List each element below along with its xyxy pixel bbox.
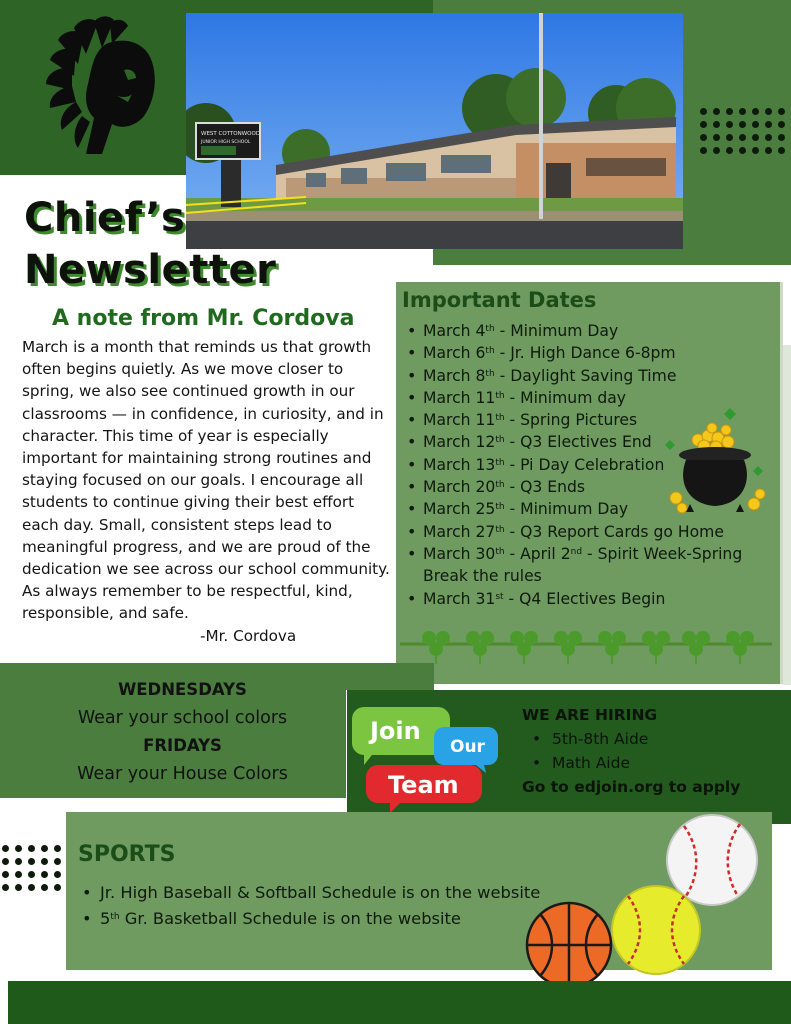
date-sup: th: [485, 346, 495, 357]
date-text: - Q4 Electives Begin: [503, 589, 666, 608]
date-item: [406, 521, 786, 543]
spirit-days-text: [0, 676, 365, 788]
date-text: - Minimum Day: [504, 500, 629, 519]
date-sup: th: [485, 324, 495, 334]
basketball-icon: [524, 900, 614, 990]
date-month: March 27: [423, 522, 496, 541]
important-dates-title: Important Dates: [402, 288, 597, 312]
sports-item2-post: Gr. Basketball Schedule is on the website: [119, 909, 461, 928]
date-text: - Jr. High Dance 6-8pm: [494, 344, 676, 363]
date-item: [406, 543, 786, 588]
sign-line1: WEST COTTONWOOD: [201, 131, 261, 137]
sports-list: [80, 880, 540, 932]
date-month: March 20: [423, 478, 496, 497]
fridays-label: FRIDAYS: [143, 736, 222, 755]
date-text: - Pi Day Celebration: [504, 455, 665, 474]
letter-signature: -Mr. Cordova: [200, 627, 297, 645]
date-sup: th: [495, 502, 505, 513]
date-sup2: nd: [570, 546, 583, 557]
date-month: March 31: [423, 589, 496, 608]
our-word: Our: [450, 737, 485, 757]
date-month: March 12: [423, 433, 496, 452]
date-month: March 13: [423, 455, 496, 474]
chief-mascot-logo: [28, 14, 168, 162]
sports-item2-pre: 5: [100, 909, 111, 928]
date-item: [406, 588, 786, 610]
date-sup: th: [495, 546, 505, 557]
date-text: - April 2: [504, 544, 571, 563]
date-sup: st: [495, 591, 504, 602]
date-sup: th: [495, 435, 505, 446]
date-month: March 30: [423, 544, 496, 563]
date-sup: th: [495, 480, 505, 491]
date-month: March 25: [423, 500, 496, 519]
wednesdays-text: Wear your school colors: [77, 708, 288, 728]
wednesdays-label: WEDNESDAYS: [118, 680, 247, 699]
date-sup: th: [495, 457, 505, 468]
sports-item2-sup: th: [110, 912, 120, 922]
date-text: - Q3 Ends: [504, 478, 586, 497]
date-text: - Minimum day: [504, 388, 627, 407]
position-item: • Math Aide: [522, 751, 740, 775]
decorative-dots-left: [2, 845, 61, 891]
newsletter-title: [24, 192, 276, 296]
principal-letter: March is a month that reminds us that growth often begins quietly. As we move closer to spring, we also see continued growth in our classrooms — in confidence, in curiosity, and in character. This time of year is especially important for maintaining strong routines and staying focused on our goals. I encourage all students to continue giving their best effort each day. Small, consistent steps lead to meaningful progress, and we are proud of the dedication we see across our school community. As always remember to be respectful, kind, responsible, and safe.: [22, 338, 390, 623]
date-text: - Minimum Day: [494, 322, 619, 340]
pot-of-gold-icon: [660, 400, 770, 518]
fridays-text: Wear your House Colors: [77, 764, 288, 784]
sports-title: SPORTS: [78, 842, 176, 867]
hiring-text: [522, 703, 740, 799]
date-month: March 4: [423, 322, 486, 340]
date-item: [406, 320, 786, 342]
join-word: Join: [370, 717, 421, 745]
date-text2: - Spirit Week-Spring Break the rules: [423, 544, 743, 586]
date-text: - Q3 Report Cards go Home: [504, 522, 724, 541]
date-month: March 11: [423, 411, 496, 430]
footer-band: [8, 981, 791, 1024]
note-heading: A note from Mr. Cordova: [52, 306, 355, 331]
hiring-title: WE ARE HIRING: [522, 706, 658, 724]
position-item: • 5th-8th Aide: [522, 727, 740, 751]
date-sup: th: [495, 390, 505, 401]
date-item: [406, 342, 786, 364]
sign-line2: JUNIOR HIGH SCHOOL: [201, 140, 251, 145]
date-text: - Spring Pictures: [504, 411, 638, 430]
decorative-dots-top: [700, 108, 785, 154]
shamrock-vine-divider: [400, 620, 772, 670]
date-text: - Daylight Saving Time: [494, 366, 677, 385]
team-word: Team: [388, 771, 459, 799]
date-text: - Q3 Electives End: [504, 433, 652, 452]
date-sup: th: [485, 368, 495, 379]
softball-icon: [610, 884, 702, 976]
sports-item: • Jr. High Baseball & Softball Schedule is on the website: [80, 880, 540, 906]
date-month: March 8: [423, 366, 486, 385]
date-sup: th: [495, 524, 505, 535]
apply-instructions: Go to edjoin.org to apply: [522, 778, 741, 796]
title-line2: Newsletter: [24, 247, 277, 293]
hiring-positions-list: [522, 727, 740, 775]
join-our-team-graphic: [350, 697, 515, 817]
sports-item: [80, 906, 540, 932]
date-sup: th: [495, 413, 505, 424]
date-month: March 11: [423, 388, 496, 407]
date-month: March 6: [423, 344, 486, 363]
title-line1: Chief’s: [24, 195, 186, 241]
date-item: [406, 365, 786, 387]
